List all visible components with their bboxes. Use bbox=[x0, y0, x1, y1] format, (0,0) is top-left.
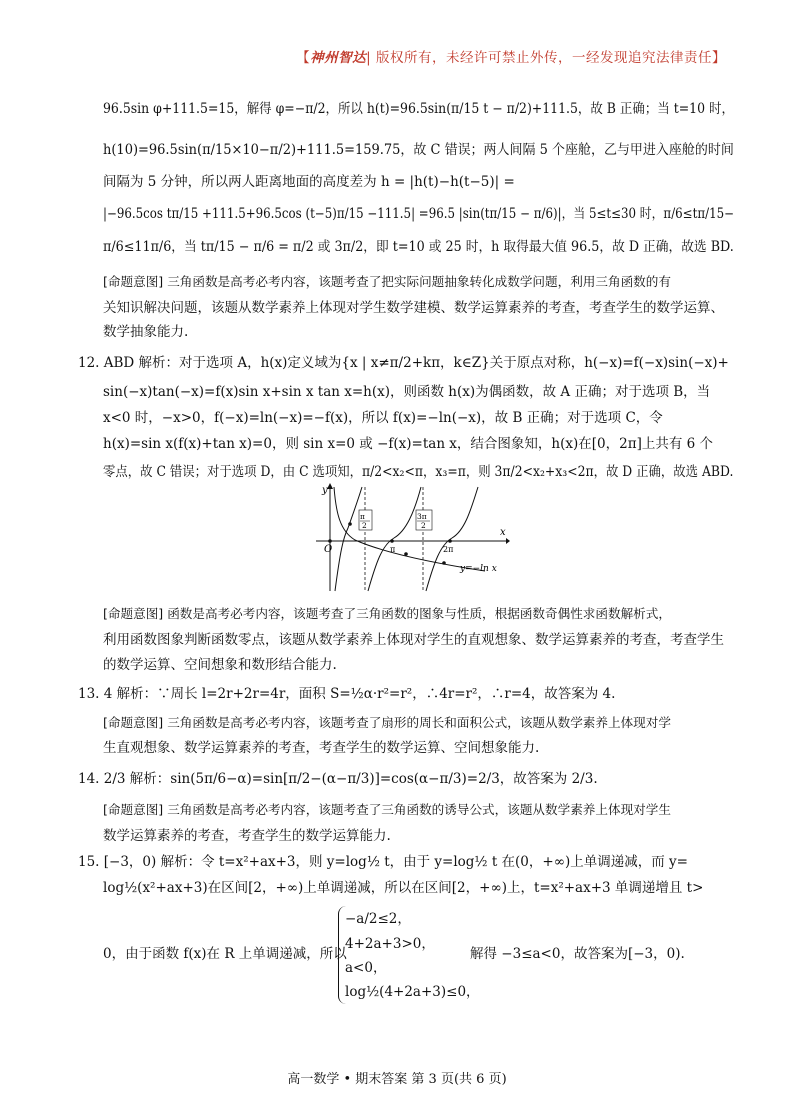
tick-2pi: 2π bbox=[443, 545, 454, 554]
svg-text:2: 2 bbox=[421, 521, 426, 530]
text-line-l16: 的数学运算、空间想象和数形结合能力. bbox=[103, 657, 337, 673]
y-axis-label: y bbox=[322, 485, 328, 496]
tick-pi-half: π bbox=[360, 512, 365, 521]
brand-logo: 神州智达 bbox=[310, 50, 367, 66]
text-line-l15: 利用函数图象判断函数零点，该题从数学素养上体现对学生的直观想象、数学运算素养的考查，考查学生 bbox=[103, 632, 724, 648]
text-line-l2: h(10)=96.5sin(π/15×10−π/2)+111.5=159.75，故 C 错误；两人间隔 5 个座舱，乙与甲进入座舱的时间 bbox=[103, 142, 734, 158]
text-line-l12: h(x)=sin x(f(x)+tan x)=0，则 sin x=0 或 −f(x)=tan x，结合图象知，h(x)在[0，2π]上共有 6 个 bbox=[103, 436, 714, 452]
x-axis-label: x bbox=[500, 527, 506, 538]
text-line-l18: [命题意图] 三角函数是高考必考内容，该题考查了扇形的周长和面积公式，该题从数学素养上体现对学 bbox=[103, 715, 671, 730]
text-line-l4: |−96.5cos tπ/15 +111.5+96.5cos (t−5)π/15 −111.5| =96.5 |sin(tπ/15 − π/6)|，当 5≤t≤30 时，π/6≤tπ/15− bbox=[103, 206, 735, 222]
system-line-s2: 4+2a+3>0， bbox=[345, 936, 435, 952]
text-line-l10: sin(−x)tan(−x)=f(x)sin x+sin x tan x=h(x)，则函数 h(x)为偶函数，故 A 正确；对于选项 B，当 bbox=[103, 384, 711, 400]
page-footer: 高一数学 • 期末答案 第 3 页(共 6 页) bbox=[287, 1072, 507, 1087]
text-line-l11: x<0 时，−x>0，f(−x)=ln(−x)=−f(x)，所以 f(x)=−ln(−x)，故 B 正确；对于选项 C，令 bbox=[103, 410, 663, 426]
svg-text:2: 2 bbox=[362, 521, 367, 530]
tick-pi: π bbox=[390, 545, 396, 554]
text-line-l23: 15. [−3，0) 解析：令 t=x²+ax+3，则 y=log½ t，由于 y=log½ t 在(0，+∞)上单调递减，而 y= bbox=[78, 854, 688, 870]
text-line-l22: 数学运算素养的考查，考查学生的数学运算能力. bbox=[103, 828, 391, 844]
origin-label: O bbox=[324, 544, 333, 555]
text-line-l26: 解得 −3≤a<0，故答案为[−3，0). bbox=[470, 946, 685, 962]
text-line-l13: 零点，故 C 错误；对于选项 D，由 C 选项知，π/2<x₂<π，x₃=π，则 3π/2<x₂+x₃<2π，故 D 正确，故选 ABD. bbox=[103, 464, 734, 480]
text-line-l20: 14. 2/3 解析：sin(5π/6−α)=sin[π/2−(α−π/3)]=cos(α−π/3)=2/3，故答案为 2/3. bbox=[78, 771, 598, 787]
copyright-notice: 版权所有，未经许可禁止外传，一经发现追究法律责任 bbox=[376, 50, 712, 66]
text-line-l9: 12. ABD 解析：对于选项 A，h(x)定义域为{x | x≠π/2+kπ，k∈Z}关于原点对称，h(−x)=f(−x)sin(−x)+ bbox=[78, 355, 729, 371]
text-line-l3: 间隔为 5 分钟，所以两人距离地面的高度差为 h = |h(t)−h(t−5)| = bbox=[103, 174, 515, 190]
text-line-l24: log½(x²+ax+3)在区间[2，+∞)上单调递减，所以在区间[2，+∞)上，t=x²+ax+3 单调递增且 t> bbox=[103, 880, 704, 896]
text-line-l14: [命题意图] 函数是高考必考内容，该题考查了三角函数的图象与性质，根据函数奇偶性求函数解析式， bbox=[103, 606, 671, 621]
header-copyright: 【神州智达| 版权所有，未经许可禁止外传，一经发现追究法律责任】 bbox=[296, 46, 726, 66]
function-graph bbox=[310, 483, 510, 593]
text-line-l21: [命题意图] 三角函数是高考必考内容，该题考查了三角函数的诱导公式，该题从数学素养上体现对学生 bbox=[103, 802, 671, 817]
text-line-l1: 96.5sin φ+111.5=15，解得 φ=−π/2，所以 h(t)=96.5sin(π/15 t − π/2)+111.5，故 B 正确；当 t=10 时， bbox=[103, 101, 734, 117]
text-line-l7: 关知识解决问题，该题从数学素养上体现对学生数学建模、数学运算素养的考查，考查学生的数学运算、 bbox=[103, 300, 724, 316]
curve-label: y=−ln x bbox=[460, 564, 497, 574]
system-line-s4: log½(4+2a+3)≤0， bbox=[345, 984, 480, 1000]
text-line-l25: 0，由于函数 f(x)在 R 上单调递减，所以 bbox=[103, 946, 347, 962]
system-line-s1: −a/2≤2， bbox=[345, 911, 411, 927]
tick-3pi-half: 3π bbox=[417, 512, 427, 521]
system-line-s3: a<0， bbox=[345, 960, 387, 976]
text-line-l17: 13. 4 解析：∵周长 l=2r+2r=4r，面积 S=½α·r²=r²，∴4r=r²，∴r=4，故答案为 4. bbox=[78, 686, 616, 702]
text-line-l19: 生直观想象、数学运算素养的考查，考查学生的数学运算、空间想象能力. bbox=[103, 740, 540, 756]
text-line-l6: [命题意图] 三角函数是高考必考内容，该题考查了把实际问题抽象转化成数学问题，利用三角函数的有 bbox=[103, 274, 671, 289]
text-line-l5: π/6≤11π/6，当 tπ/15 − π/6 = π/2 或 3π/2，即 t=10 或 25 时，h 取得最大值 96.5，故 D 正确，故选 BD. bbox=[103, 239, 734, 255]
text-line-l8: 数学抽象能力. bbox=[103, 324, 189, 340]
